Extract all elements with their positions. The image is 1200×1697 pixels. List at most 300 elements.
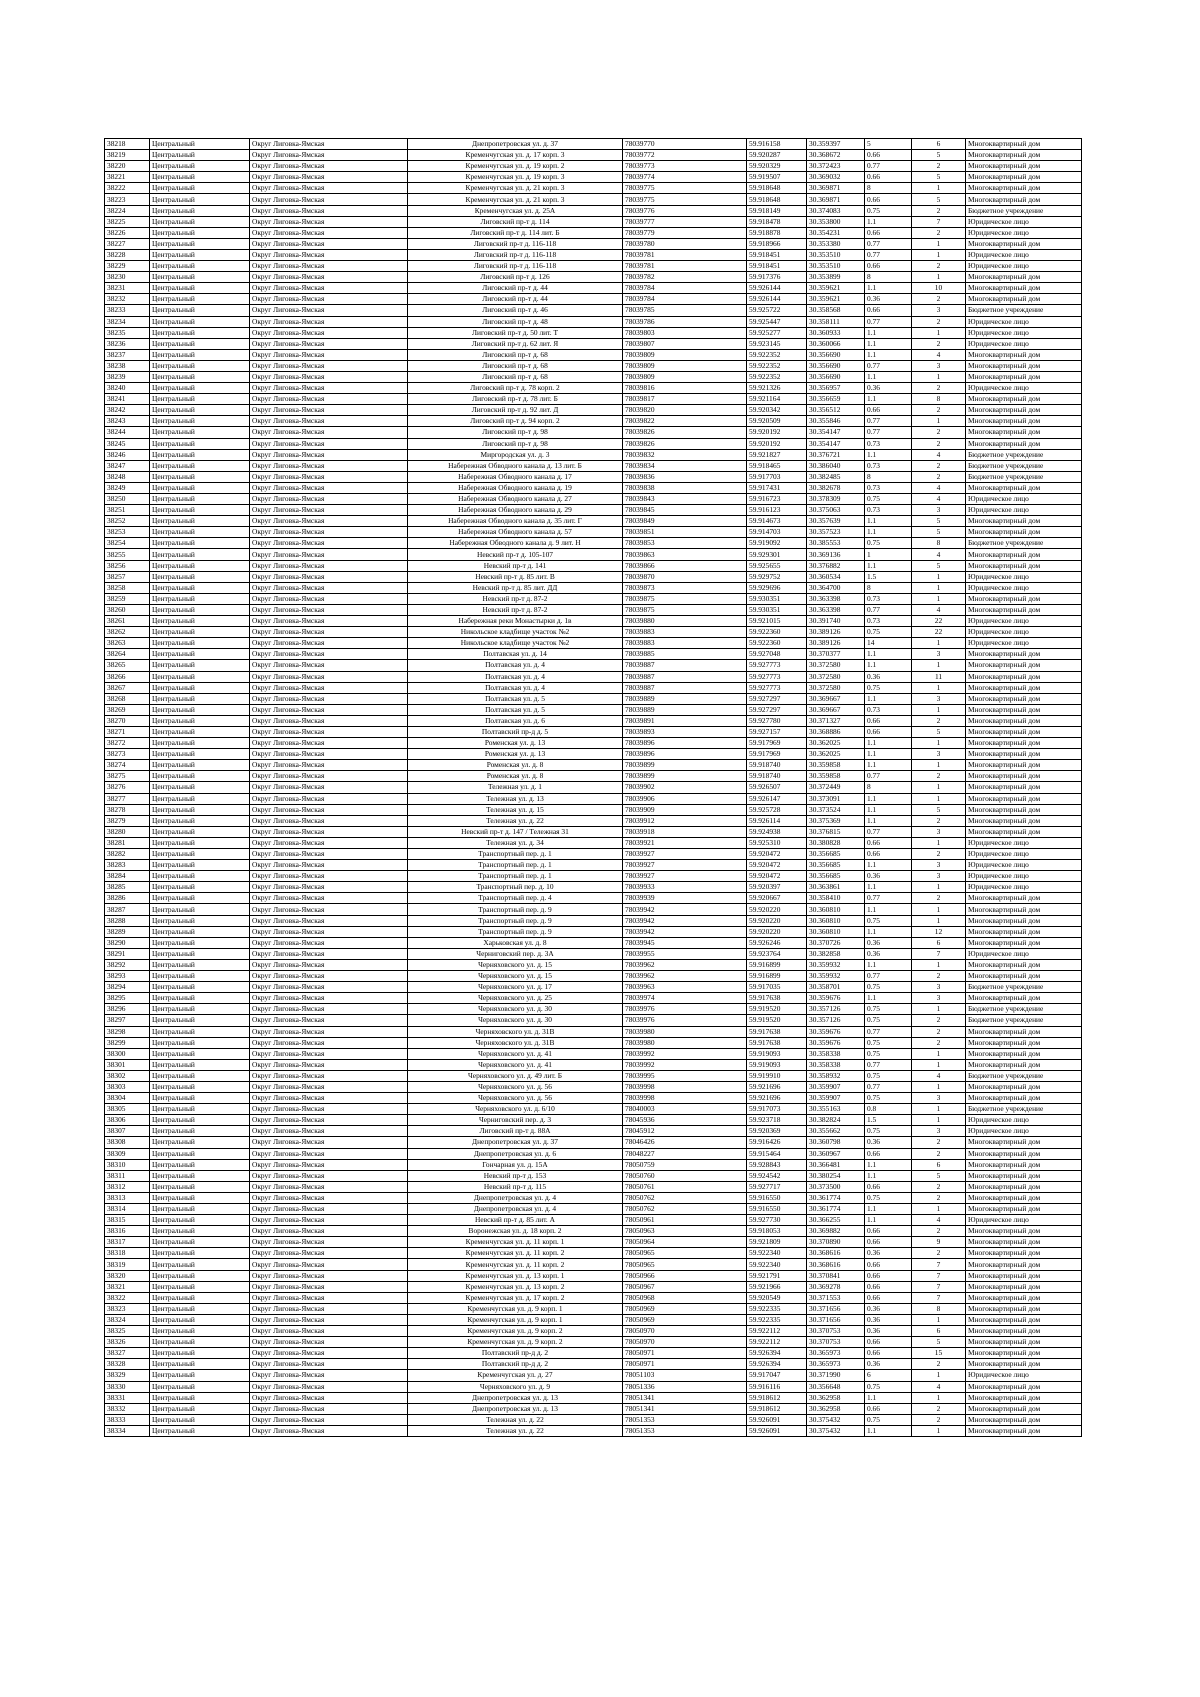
cell-id: 38293 <box>105 971 150 982</box>
cell-lon: 30.356685 <box>807 871 865 882</box>
cell-address: Набережная Обводного канала д. 57 <box>408 527 623 538</box>
cell-type: Многоквартирный дом <box>966 349 1082 360</box>
cell-count: 2 <box>912 1026 966 1037</box>
cell-lat: 59.916116 <box>747 1381 807 1392</box>
cell-address: Лиговский пр-т д. 68 <box>408 371 623 382</box>
data-sheet <box>104 138 1081 1437</box>
cell-lon: 30.370841 <box>807 1270 865 1281</box>
cell-type: Многоквартирный дом <box>966 1048 1082 1059</box>
cell-okrug: Округ Лиговка-Ямская <box>250 294 408 305</box>
cell-id: 38248 <box>105 471 150 482</box>
cell-district: Центральный <box>150 161 250 172</box>
table-row <box>105 1259 1082 1270</box>
cell-code: 78039875 <box>623 604 747 615</box>
cell-area: 0.66 <box>865 1403 912 1414</box>
cell-lat: 59.916899 <box>747 971 807 982</box>
cell-lon: 30.368672 <box>807 150 865 161</box>
table-row <box>105 993 1082 1004</box>
cell-lon: 30.359676 <box>807 1026 865 1037</box>
cell-area: 0.66 <box>865 227 912 238</box>
cell-lon: 30.358568 <box>807 305 865 316</box>
cell-count: 3 <box>912 649 966 660</box>
cell-type: Многоквартирный дом <box>966 405 1082 416</box>
cell-type: Юридическое лицо <box>966 216 1082 227</box>
cell-lon: 30.375432 <box>807 1414 865 1425</box>
data-table-body <box>105 139 1082 1437</box>
cell-lat: 59.920220 <box>747 926 807 937</box>
cell-district: Центральный <box>150 882 250 893</box>
cell-type: Многоквартирный дом <box>966 804 1082 815</box>
cell-lat: 59.919092 <box>747 538 807 549</box>
cell-area: 14 <box>865 638 912 649</box>
data-table <box>104 138 1082 1437</box>
cell-id: 38315 <box>105 1215 150 1226</box>
cell-id: 38279 <box>105 815 150 826</box>
cell-area: 1.1 <box>865 649 912 660</box>
cell-code: 78039870 <box>623 571 747 582</box>
cell-id: 38220 <box>105 161 150 172</box>
cell-address: Транспортный пер. д. 1 <box>408 871 623 882</box>
cell-lon: 30.374083 <box>807 205 865 216</box>
cell-id: 38294 <box>105 982 150 993</box>
cell-lat: 59.920192 <box>747 438 807 449</box>
cell-type: Многоквартирный дом <box>966 560 1082 571</box>
cell-area: 1.1 <box>865 1159 912 1170</box>
cell-okrug: Округ Лиговка-Ямская <box>250 1026 408 1037</box>
cell-district: Центральный <box>150 183 250 194</box>
cell-count: 3 <box>912 993 966 1004</box>
cell-area: 0.66 <box>865 1148 912 1159</box>
cell-district: Центральный <box>150 959 250 970</box>
cell-district: Центральный <box>150 1292 250 1303</box>
cell-district: Центральный <box>150 1326 250 1337</box>
cell-count: 8 <box>912 538 966 549</box>
cell-id: 38266 <box>105 671 150 682</box>
cell-district: Центральный <box>150 549 250 560</box>
cell-address: Лиговский пр-т д. 98 <box>408 427 623 438</box>
cell-address: Лиговский пр-т д. 78 корп. 2 <box>408 383 623 394</box>
table-row <box>105 527 1082 538</box>
cell-type: Многоквартирный дом <box>966 1414 1082 1425</box>
cell-address: Невский пр-т д. 85 лит. ДД <box>408 582 623 593</box>
cell-lon: 30.362025 <box>807 738 865 749</box>
cell-type: Многоквартирный дом <box>966 139 1082 150</box>
cell-id: 38276 <box>105 782 150 793</box>
cell-lat: 59.922352 <box>747 371 807 382</box>
cell-district: Центральный <box>150 715 250 726</box>
table-row <box>105 1192 1082 1203</box>
cell-type: Многоквартирный дом <box>966 660 1082 671</box>
cell-count: 1 <box>912 915 966 926</box>
cell-district: Центральный <box>150 327 250 338</box>
cell-address: Роменская ул. д. 8 <box>408 771 623 782</box>
cell-type: Многоквартирный дом <box>966 1314 1082 1325</box>
cell-lat: 59.927780 <box>747 715 807 726</box>
cell-count: 2 <box>912 1414 966 1425</box>
table-row <box>105 782 1082 793</box>
cell-code: 78039942 <box>623 904 747 915</box>
cell-code: 78039902 <box>623 782 747 793</box>
cell-count: 5 <box>912 804 966 815</box>
cell-area: 0.77 <box>865 771 912 782</box>
cell-lat: 59.919520 <box>747 1015 807 1026</box>
table-row <box>105 1170 1082 1181</box>
cell-address: Невский пр-т д. 141 <box>408 560 623 571</box>
table-row <box>105 804 1082 815</box>
table-row <box>105 172 1082 183</box>
cell-area: 0.73 <box>865 616 912 627</box>
cell-district: Центральный <box>150 971 250 982</box>
table-row <box>105 394 1082 405</box>
cell-district: Центральный <box>150 771 250 782</box>
cell-count: 2 <box>912 227 966 238</box>
cell-district: Центральный <box>150 394 250 405</box>
cell-id: 38274 <box>105 760 150 771</box>
cell-code: 78039772 <box>623 150 747 161</box>
cell-address: Кременчугская ул. д. 25А <box>408 205 623 216</box>
cell-address: Кременчугская ул. д. 11 корп. 2 <box>408 1259 623 1270</box>
cell-address: Лиговский пр-т д. 114 <box>408 216 623 227</box>
cell-count: 1 <box>912 1425 966 1436</box>
cell-okrug: Округ Лиговка-Ямская <box>250 904 408 915</box>
cell-area: 0.66 <box>865 1292 912 1303</box>
cell-area: 0.75 <box>865 1192 912 1203</box>
cell-count: 4 <box>912 349 966 360</box>
cell-type: Юридическое лицо <box>966 627 1082 638</box>
cell-area: 1.1 <box>865 327 912 338</box>
cell-count: 5 <box>912 1170 966 1181</box>
cell-id: 38280 <box>105 826 150 837</box>
cell-lon: 30.361774 <box>807 1204 865 1215</box>
cell-lon: 30.389126 <box>807 638 865 649</box>
cell-count: 1 <box>912 882 966 893</box>
table-row <box>105 1414 1082 1425</box>
cell-lat: 59.926246 <box>747 937 807 948</box>
cell-district: Центральный <box>150 1337 250 1348</box>
cell-lon: 30.375369 <box>807 815 865 826</box>
cell-id: 38273 <box>105 749 150 760</box>
cell-code: 78051353 <box>623 1414 747 1425</box>
cell-district: Центральный <box>150 139 250 150</box>
cell-type: Многоквартирный дом <box>966 172 1082 183</box>
cell-code: 78039785 <box>623 305 747 316</box>
table-row <box>105 183 1082 194</box>
cell-type: Многоквартирный дом <box>966 1226 1082 1237</box>
cell-lat: 59.926394 <box>747 1348 807 1359</box>
cell-type: Многоквартирный дом <box>966 150 1082 161</box>
cell-type: Юридическое лицо <box>966 638 1082 649</box>
cell-area: 0.77 <box>865 1059 912 1070</box>
cell-okrug: Округ Лиговка-Ямская <box>250 438 408 449</box>
table-row <box>105 494 1082 505</box>
cell-code: 78039807 <box>623 338 747 349</box>
cell-code: 78039889 <box>623 704 747 715</box>
table-row <box>105 1370 1082 1381</box>
cell-area: 0.66 <box>865 194 912 205</box>
cell-area: 8 <box>865 782 912 793</box>
cell-area: 0.36 <box>865 671 912 682</box>
cell-id: 38333 <box>105 1414 150 1425</box>
cell-count: 1 <box>912 782 966 793</box>
cell-type: Многоквартирный дом <box>966 1137 1082 1148</box>
cell-okrug: Округ Лиговка-Ямская <box>250 682 408 693</box>
cell-address: Кременчугская ул. д. 11 корп. 2 <box>408 1248 623 1259</box>
cell-okrug: Округ Лиговка-Ямская <box>250 738 408 749</box>
cell-okrug: Округ Лиговка-Ямская <box>250 1403 408 1414</box>
cell-type: Многоквартирный дом <box>966 937 1082 948</box>
cell-address: Лиговский пр-т д. 116-118 <box>408 249 623 260</box>
cell-address: Никольское кладбище участок №2 <box>408 638 623 649</box>
table-row <box>105 638 1082 649</box>
cell-area: 0.77 <box>865 971 912 982</box>
cell-code: 78050969 <box>623 1314 747 1325</box>
cell-district: Центральный <box>150 305 250 316</box>
cell-okrug: Округ Лиговка-Ямская <box>250 305 408 316</box>
cell-type: Бюджетное учреждение <box>966 449 1082 460</box>
cell-count: 4 <box>912 1381 966 1392</box>
cell-count: 5 <box>912 560 966 571</box>
cell-code: 78039955 <box>623 948 747 959</box>
cell-okrug: Округ Лиговка-Ямская <box>250 327 408 338</box>
cell-district: Центральный <box>150 893 250 904</box>
cell-code: 78050966 <box>623 1270 747 1281</box>
table-row <box>105 726 1082 737</box>
cell-id: 38249 <box>105 482 150 493</box>
table-row <box>105 793 1082 804</box>
cell-lon: 30.354231 <box>807 227 865 238</box>
cell-id: 38218 <box>105 139 150 150</box>
cell-area: 0.75 <box>865 1381 912 1392</box>
cell-district: Центральный <box>150 538 250 549</box>
cell-lat: 59.919910 <box>747 1070 807 1081</box>
cell-area: 1.1 <box>865 216 912 227</box>
cell-area: 8 <box>865 471 912 482</box>
cell-okrug: Округ Лиговка-Ямская <box>250 482 408 493</box>
cell-district: Центральный <box>150 294 250 305</box>
cell-code: 78039889 <box>623 693 747 704</box>
cell-lon: 30.358410 <box>807 893 865 904</box>
cell-count: 8 <box>912 394 966 405</box>
cell-lat: 59.923718 <box>747 1115 807 1126</box>
table-row <box>105 194 1082 205</box>
cell-okrug: Округ Лиговка-Ямская <box>250 582 408 593</box>
cell-lat: 59.927773 <box>747 682 807 693</box>
cell-code: 78039980 <box>623 1026 747 1037</box>
cell-count: 3 <box>912 871 966 882</box>
cell-district: Центральный <box>150 804 250 815</box>
cell-id: 38327 <box>105 1348 150 1359</box>
cell-id: 38286 <box>105 893 150 904</box>
cell-address: Набережная Обводного канала д. 17 <box>408 471 623 482</box>
cell-id: 38308 <box>105 1137 150 1148</box>
cell-count: 1 <box>912 1115 966 1126</box>
cell-lat: 59.922335 <box>747 1314 807 1325</box>
cell-type: Многоквартирный дом <box>966 815 1082 826</box>
cell-lon: 30.361774 <box>807 1192 865 1203</box>
cell-area: 0.75 <box>865 1004 912 1015</box>
cell-count: 15 <box>912 1348 966 1359</box>
cell-type: Многоквартирный дом <box>966 294 1082 305</box>
cell-lat: 59.919507 <box>747 172 807 183</box>
cell-district: Центральный <box>150 616 250 627</box>
table-row <box>105 150 1082 161</box>
cell-id: 38329 <box>105 1370 150 1381</box>
cell-lon: 30.355846 <box>807 416 865 427</box>
cell-id: 38320 <box>105 1270 150 1281</box>
cell-lon: 30.356685 <box>807 860 865 871</box>
cell-area: 1.1 <box>865 1204 912 1215</box>
cell-area: 0.73 <box>865 460 912 471</box>
cell-lon: 30.382678 <box>807 482 865 493</box>
cell-code: 78039816 <box>623 383 747 394</box>
cell-lat: 59.926147 <box>747 793 807 804</box>
cell-district: Центральный <box>150 249 250 260</box>
cell-address: Набережная Обводного канала д. 19 <box>408 482 623 493</box>
cell-code: 78039927 <box>623 860 747 871</box>
cell-lat: 59.921966 <box>747 1281 807 1292</box>
cell-district: Центральный <box>150 1348 250 1359</box>
cell-lat: 59.918053 <box>747 1226 807 1237</box>
cell-okrug: Округ Лиговка-Ямская <box>250 216 408 227</box>
cell-count: 22 <box>912 627 966 638</box>
cell-id: 38237 <box>105 349 150 360</box>
cell-type: Многоквартирный дом <box>966 416 1082 427</box>
cell-district: Центральный <box>150 516 250 527</box>
cell-code: 78039896 <box>623 738 747 749</box>
cell-id: 38245 <box>105 438 150 449</box>
cell-id: 38257 <box>105 571 150 582</box>
cell-area: 0.66 <box>865 261 912 272</box>
cell-area: 1.1 <box>865 1170 912 1181</box>
cell-type: Бюджетное учреждение <box>966 538 1082 549</box>
cell-type: Бюджетное учреждение <box>966 205 1082 216</box>
cell-count: 2 <box>912 405 966 416</box>
cell-okrug: Округ Лиговка-Ямская <box>250 993 408 1004</box>
cell-lat: 59.918648 <box>747 183 807 194</box>
cell-lat: 59.916550 <box>747 1192 807 1203</box>
cell-district: Центральный <box>150 1370 250 1381</box>
cell-okrug: Округ Лиговка-Ямская <box>250 726 408 737</box>
cell-id: 38288 <box>105 915 150 926</box>
cell-district: Центральный <box>150 1381 250 1392</box>
cell-code: 78050965 <box>623 1259 747 1270</box>
cell-okrug: Округ Лиговка-Ямская <box>250 882 408 893</box>
cell-area: 0.66 <box>865 837 912 848</box>
cell-type: Многоквартирный дом <box>966 1337 1082 1348</box>
cell-lon: 30.358701 <box>807 982 865 993</box>
cell-id: 38307 <box>105 1126 150 1137</box>
cell-type: Юридическое лицо <box>966 882 1082 893</box>
table-row <box>105 582 1082 593</box>
table-row <box>105 1104 1082 1115</box>
cell-code: 78039780 <box>623 238 747 249</box>
cell-okrug: Округ Лиговка-Ямская <box>250 194 408 205</box>
cell-lat: 59.926144 <box>747 294 807 305</box>
cell-count: 5 <box>912 194 966 205</box>
cell-count: 2 <box>912 1148 966 1159</box>
cell-district: Центральный <box>150 682 250 693</box>
cell-district: Центральный <box>150 1215 250 1226</box>
cell-id: 38278 <box>105 804 150 815</box>
cell-id: 38299 <box>105 1037 150 1048</box>
cell-lat: 59.922360 <box>747 638 807 649</box>
cell-district: Центральный <box>150 749 250 760</box>
cell-type: Многоквартирный дом <box>966 782 1082 793</box>
cell-id: 38331 <box>105 1392 150 1403</box>
cell-district: Центральный <box>150 1204 250 1215</box>
cell-district: Центральный <box>150 1270 250 1281</box>
cell-type: Многоквартирный дом <box>966 1204 1082 1215</box>
cell-district: Центральный <box>150 1237 250 1248</box>
cell-type: Многоквартирный дом <box>966 427 1082 438</box>
cell-district: Центральный <box>150 1403 250 1414</box>
cell-district: Центральный <box>150 238 250 249</box>
cell-type: Многоквартирный дом <box>966 760 1082 771</box>
table-row <box>105 1237 1082 1248</box>
cell-district: Центральный <box>150 571 250 582</box>
cell-id: 38238 <box>105 360 150 371</box>
cell-code: 78039962 <box>623 971 747 982</box>
cell-id: 38301 <box>105 1059 150 1070</box>
cell-lat: 59.918740 <box>747 760 807 771</box>
cell-count: 2 <box>912 471 966 482</box>
cell-area: 0.66 <box>865 1226 912 1237</box>
cell-district: Центральный <box>150 1425 250 1436</box>
cell-id: 38255 <box>105 549 150 560</box>
cell-area: 0.77 <box>865 427 912 438</box>
cell-area: 1.1 <box>865 527 912 538</box>
cell-district: Центральный <box>150 527 250 538</box>
cell-district: Центральный <box>150 1226 250 1237</box>
cell-id: 38221 <box>105 172 150 183</box>
cell-lon: 30.372423 <box>807 161 865 172</box>
cell-id: 38281 <box>105 837 150 848</box>
cell-code: 78039974 <box>623 993 747 1004</box>
cell-district: Центральный <box>150 1170 250 1181</box>
cell-lon: 30.370753 <box>807 1337 865 1348</box>
cell-district: Центральный <box>150 1070 250 1081</box>
cell-lat: 59.922360 <box>747 627 807 638</box>
cell-id: 38239 <box>105 371 150 382</box>
cell-district: Центральный <box>150 471 250 482</box>
cell-lat: 59.927297 <box>747 704 807 715</box>
cell-district: Центральный <box>150 604 250 615</box>
cell-lat: 59.916123 <box>747 505 807 516</box>
cell-code: 78039995 <box>623 1070 747 1081</box>
cell-count: 1 <box>912 249 966 260</box>
cell-address: Днепропетровская ул. д. 13 <box>408 1403 623 1414</box>
cell-type: Юридическое лицо <box>966 582 1082 593</box>
table-row <box>105 738 1082 749</box>
cell-address: Лиговский пр-т д. 44 <box>408 294 623 305</box>
table-row <box>105 349 1082 360</box>
cell-count: 2 <box>912 205 966 216</box>
cell-okrug: Округ Лиговка-Ямская <box>250 1348 408 1359</box>
cell-id: 38319 <box>105 1259 150 1270</box>
cell-count: 5 <box>912 172 966 183</box>
cell-lon: 30.353800 <box>807 216 865 227</box>
cell-okrug: Округ Лиговка-Ямская <box>250 1215 408 1226</box>
cell-lon: 30.363398 <box>807 593 865 604</box>
cell-code: 78039942 <box>623 915 747 926</box>
cell-address: Невский пр-т д. 105-107 <box>408 549 623 560</box>
cell-district: Центральный <box>150 671 250 682</box>
cell-district: Центральный <box>150 1259 250 1270</box>
cell-id: 38322 <box>105 1292 150 1303</box>
cell-id: 38283 <box>105 860 150 871</box>
cell-address: Транспортный пер. д. 1 <box>408 860 623 871</box>
cell-lat: 59.917638 <box>747 1026 807 1037</box>
